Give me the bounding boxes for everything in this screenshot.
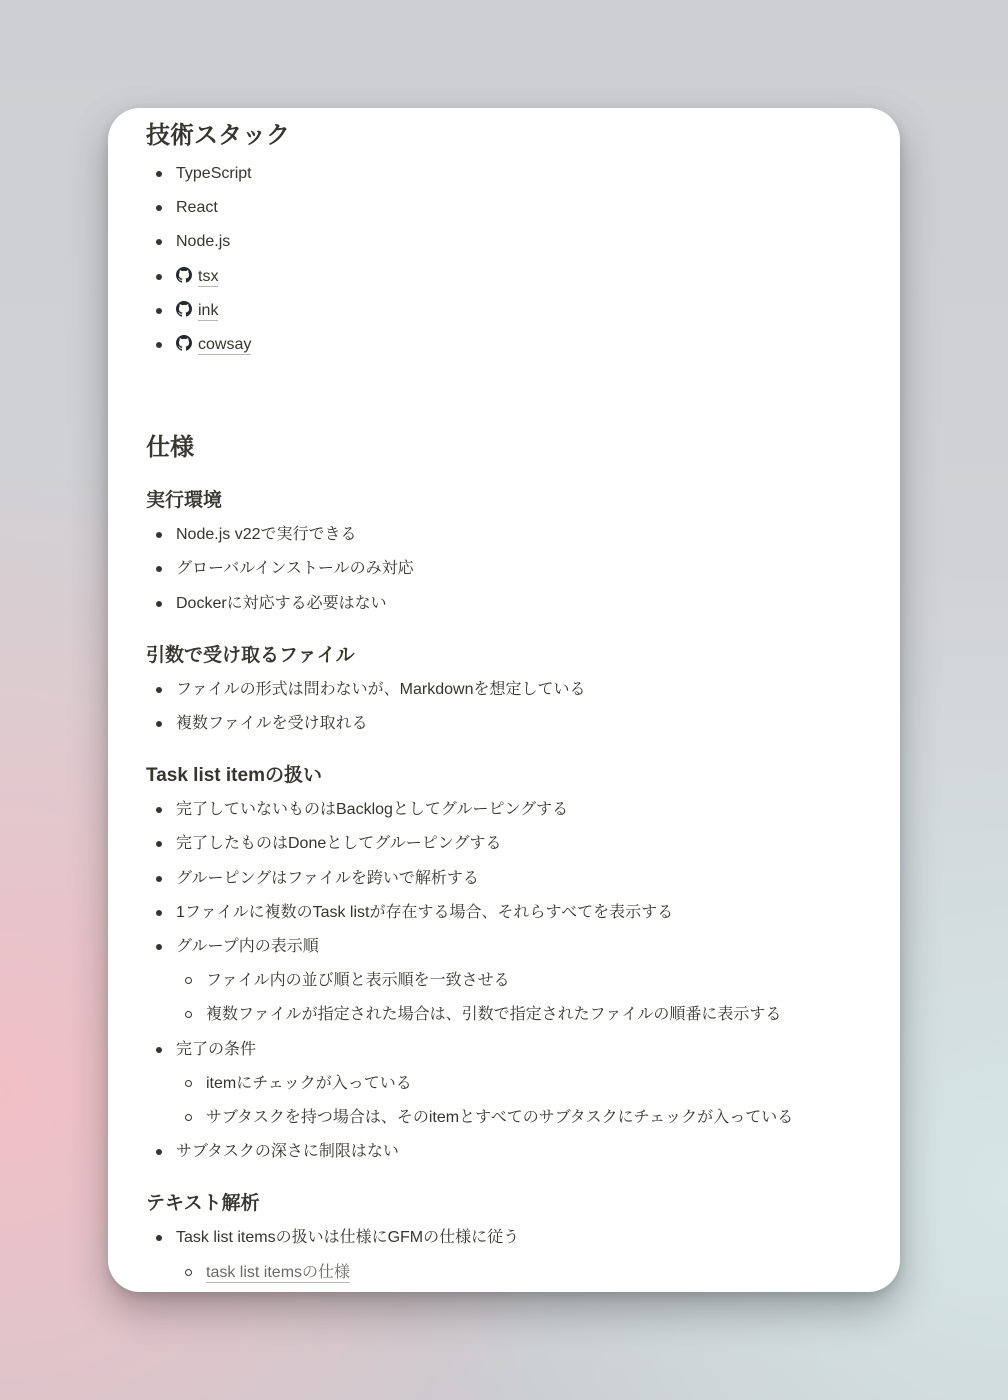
list-item — [146, 157, 870, 191]
list-item — [146, 191, 870, 225]
list-item-text: itemにチェックが入っている — [206, 1074, 412, 1092]
tsx-link[interactable]: tsx — [198, 267, 219, 285]
heading-tech-stack: 技術スタック — [146, 122, 290, 149]
list-item-text: 完了の条件 — [176, 1040, 257, 1058]
runtime-list — [146, 518, 870, 621]
sub-list-item — [146, 1256, 870, 1290]
github-icon — [176, 267, 192, 283]
list-item — [146, 294, 870, 328]
list-item-text: グルーピングはファイルを跨いで解析する — [176, 869, 479, 887]
list-item — [146, 827, 870, 861]
parsing-list — [146, 1221, 870, 1289]
list-item-text: 複数ファイルを受け取れる — [176, 715, 368, 733]
list-item — [146, 673, 870, 707]
list-item-text: TypeScript — [176, 165, 252, 182]
tasks-list — [146, 793, 870, 1169]
list-item — [146, 1033, 870, 1067]
list-item — [146, 1221, 870, 1255]
list-item-text: ファイルの形式は問わないが、Markdownを想定している — [176, 680, 586, 698]
heading-spec: 仕様 — [146, 434, 194, 462]
list-item — [146, 225, 870, 259]
list-item-text: React — [176, 199, 218, 217]
list-item-text: Task list itemsの扱いは仕様にGFMの仕様に従う — [176, 1229, 520, 1247]
list-item — [146, 862, 870, 896]
list-item — [146, 552, 870, 586]
github-icon — [176, 301, 192, 317]
heading-files: 引数で受け取るファイル — [146, 644, 355, 666]
tech-stack-list — [146, 157, 870, 362]
list-item — [146, 930, 870, 964]
sub-list-item — [146, 1067, 870, 1101]
sub-list-item — [146, 964, 870, 998]
list-item-text: 完了していないものはBacklogとしてグルーピングする — [176, 801, 569, 819]
list-item-text: 1ファイルに複数のTask listが存在する場合、それらすべてを表示する — [176, 903, 674, 921]
files-list — [146, 673, 870, 741]
sub-list-item — [146, 998, 870, 1032]
list-item — [146, 587, 870, 621]
list-item-text: 完了したものはDoneとしてグルーピングする — [176, 835, 502, 853]
list-item-text: Dockerに対応する必要はない — [176, 594, 387, 612]
list-item-text: ファイル内の並び順と表示順を一致させる — [206, 972, 510, 990]
sub-list-item — [146, 1101, 870, 1135]
list-item — [146, 328, 870, 362]
document-content — [146, 118, 870, 1290]
list-item-text: サブタスクを持つ場合は、そのitemとすべてのサブタスクにチェックが入っている — [206, 1109, 794, 1127]
list-item-text: 複数ファイルが指定された場合は、引数で指定されたファイルの順番に表示する — [206, 1006, 782, 1024]
list-item — [146, 518, 870, 552]
list-item-text: Node.js — [176, 233, 231, 251]
heading-tasks: Task list itemの扱い — [146, 765, 322, 787]
github-icon — [176, 335, 192, 351]
cowsay-link[interactable]: cowsay — [198, 336, 252, 354]
ink-link[interactable]: ink — [198, 301, 219, 319]
list-item-text: Node.js v22で実行できる — [176, 526, 357, 544]
list-item-text: グループ内の表示順 — [176, 938, 319, 956]
list-item — [146, 260, 870, 294]
list-item — [146, 793, 870, 827]
document-card — [108, 108, 900, 1292]
heading-parsing: テキスト解析 — [146, 1193, 260, 1215]
list-item — [146, 896, 870, 930]
list-item — [146, 707, 870, 741]
list-item — [146, 1135, 870, 1169]
heading-runtime: 実行環境 — [146, 490, 223, 512]
list-item-text: グローバルインストールのみ対応 — [176, 560, 414, 578]
task-list-spec-link[interactable]: task list itemsの仕様 — [206, 1263, 351, 1281]
list-item-text: サブタスクの深さに制限はない — [176, 1143, 399, 1161]
